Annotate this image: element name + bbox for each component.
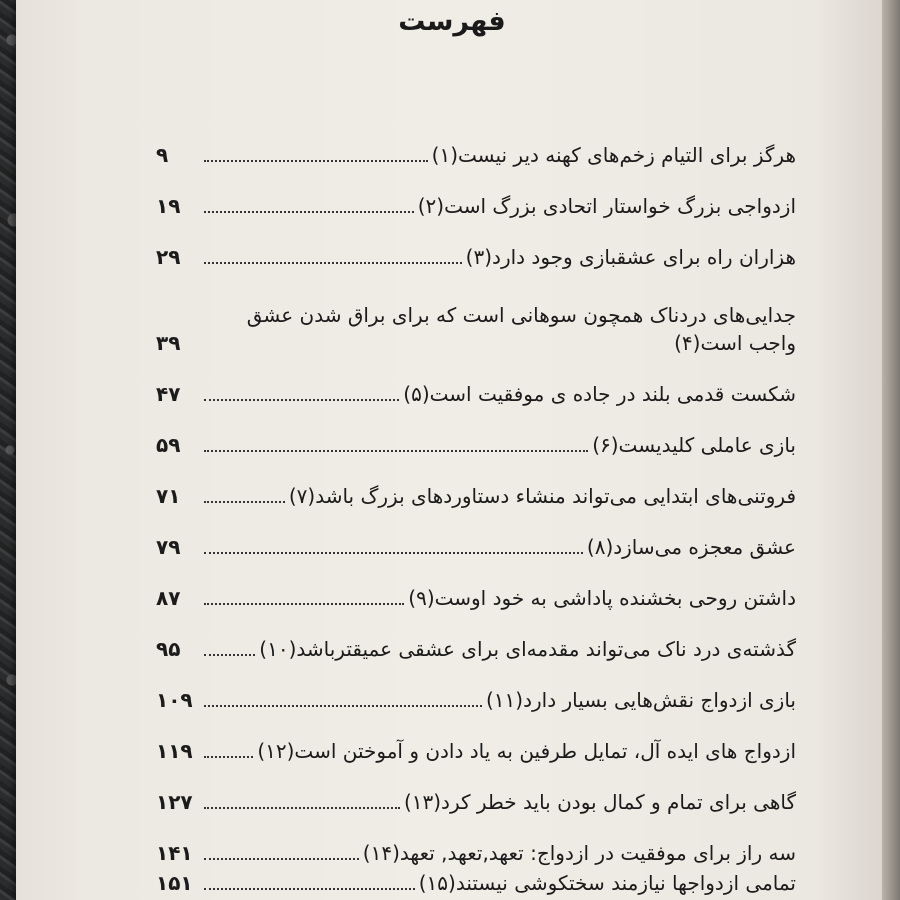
toc-entry [156, 408, 796, 459]
dot-leader [204, 888, 415, 890]
toc-entry-page: ۹ [156, 143, 169, 167]
toc-entry-title: گذشته‌ی درد ناک می‌تواند مقدمه‌ای برای عشقی عمیقترباشد(۱۰) [259, 637, 796, 661]
toc-entry-title: فروتنی‌های ابتدایی می‌تواند منشاء دستاوردهای بزرگ باشد(۷) [288, 484, 796, 508]
dot-leader [204, 262, 462, 264]
dot-leader [204, 654, 255, 656]
toc-entry-page: ۱۴۱ [156, 841, 193, 865]
toc-entry [156, 118, 796, 169]
toc-entry-page: ۱۵۱ [156, 871, 193, 895]
toc-entry-title: هرگز برای التیام زخم‌های کهنه دیر نیست(۱) [431, 143, 796, 167]
toc-entry [156, 271, 796, 357]
toc-entry-title: شکست قدمی بلند در جاده ی موفقیت است(۵) [403, 382, 796, 406]
toc-entry-title: داشتن روحی بخشنده پاداشی به خود اوست(۹) [408, 586, 796, 610]
table-of-contents [156, 118, 796, 897]
toc-entry-title: گاهی برای تمام و کمال بودن باید خطر کرد(۱۳) [403, 790, 796, 814]
toc-entry [156, 663, 796, 714]
toc-entry-title: ازدواجی بزرگ خواستار اتحادی بزرگ است(۲) [417, 194, 796, 218]
book-page [16, 0, 888, 900]
toc-entry-page: ۹۵ [156, 637, 181, 661]
toc-entry [156, 510, 796, 561]
toc-entry-title: هزاران راه برای عشقبازی وجود دارد(۳) [465, 245, 796, 269]
dot-leader [204, 807, 400, 809]
page-title: فهرست [398, 6, 506, 37]
toc-entry [156, 765, 796, 816]
toc-entry-title: بازی ازدواج نقش‌هایی بسیار دارد(۱۱) [485, 688, 796, 712]
toc-entry-page: ۴۷ [156, 382, 181, 406]
toc-entry [156, 357, 796, 408]
toc-entry [156, 867, 796, 897]
dot-leader [204, 858, 359, 860]
toc-entry-title: عشق معجزه می‌سازد(۸) [586, 535, 796, 559]
toc-entry-page: ۵۹ [156, 433, 181, 457]
toc-entry [156, 459, 796, 510]
dot-leader [204, 160, 428, 162]
dot-leader [204, 501, 285, 503]
toc-entry [156, 561, 796, 612]
dot-leader [204, 705, 482, 707]
toc-entry [156, 169, 796, 220]
toc-entry-page: ۱۱۹ [156, 739, 193, 763]
page-edge [882, 0, 900, 900]
toc-entry-page: ۱۲۷ [156, 790, 193, 814]
toc-entry-title: سه راز برای موفقیت در ازدواج: تعهد,تعهد, تعهد(۱۴) [362, 841, 796, 865]
toc-entry-title: بازی عاملی کلیدیست(۶) [592, 433, 796, 457]
toc-entry-page: ۸۷ [156, 586, 181, 610]
dot-leader [204, 552, 583, 554]
toc-entry [156, 816, 796, 867]
toc-entry [156, 220, 796, 271]
toc-entry-page: ۷۱ [156, 484, 181, 508]
dot-leader [204, 756, 253, 758]
toc-entry-page: ۱۰۹ [156, 688, 193, 712]
toc-entry [156, 714, 796, 765]
toc-entry-title: تمامی ازدواجها نیازمند سختکوشی نیستند(۱۵) [418, 871, 796, 895]
toc-entry-page: ۷۹ [156, 535, 181, 559]
toc-entry-title: ازدواج های ایده آل، تمایل طرفین به یاد دادن و آموختن است(۱۲) [257, 739, 796, 763]
toc-entry [156, 612, 796, 663]
toc-entry-page: ۲۹ [156, 245, 181, 269]
dot-leader [204, 211, 414, 213]
toc-entry-page: ۳۹ [156, 331, 181, 355]
toc-entry-title: جدایی‌های دردناک همچون سوهانی است که برای براق شدن عشق واجب است(۴) [246, 303, 796, 355]
dot-leader [204, 450, 588, 452]
dot-leader [204, 399, 399, 401]
dot-leader [204, 603, 404, 605]
toc-entry-page: ۱۹ [156, 194, 181, 218]
